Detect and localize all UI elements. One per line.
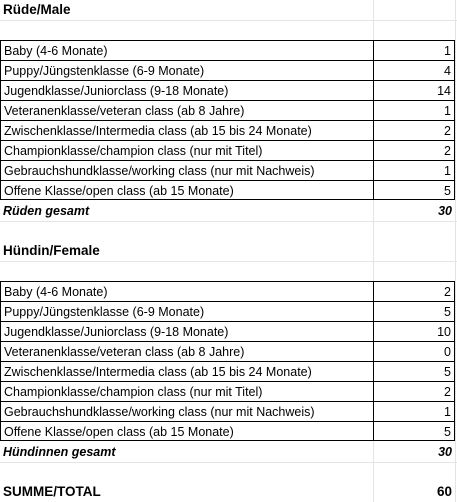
class-label[interactable]: Offene Klasse/open class (ab 15 Monate) bbox=[0, 421, 373, 441]
female-section-header[interactable] bbox=[0, 241, 457, 261]
class-label[interactable]: Offene Klasse/open class (ab 15 Monate) bbox=[0, 180, 373, 200]
table-row[interactable] bbox=[0, 301, 457, 321]
table-row[interactable] bbox=[0, 321, 457, 341]
row-gridline bbox=[0, 261, 457, 262]
male-title[interactable]: Rüde/Male bbox=[3, 2, 71, 17]
table-row[interactable] bbox=[0, 80, 457, 100]
table-row[interactable] bbox=[0, 160, 457, 180]
table-row[interactable] bbox=[0, 100, 457, 120]
class-label[interactable]: Zwischenklasse/Intermedia class (ab 15 bis 24 Monate) bbox=[0, 361, 373, 381]
table-row[interactable] bbox=[0, 401, 457, 421]
count-value[interactable]: 1 bbox=[373, 40, 455, 60]
count-value[interactable]: 5 bbox=[373, 301, 455, 321]
female-title[interactable]: Hündin/Female bbox=[3, 243, 100, 258]
table-row[interactable] bbox=[0, 381, 457, 401]
class-label[interactable]: Baby (4-6 Monate) bbox=[0, 40, 373, 60]
class-label[interactable]: Championklasse/champion class (nur mit Titel) bbox=[0, 381, 373, 401]
row-gridline bbox=[0, 462, 457, 463]
count-value[interactable]: 2 bbox=[373, 120, 455, 140]
table-row[interactable] bbox=[0, 421, 457, 441]
class-label[interactable]: Puppy/Jüngstenklasse (6-9 Monate) bbox=[0, 301, 373, 321]
class-label[interactable]: Jugendklasse/Juniorclass (9-18 Monate) bbox=[0, 80, 373, 100]
grand-total-label[interactable]: SUMME/TOTAL bbox=[3, 484, 101, 499]
count-value[interactable]: 14 bbox=[373, 80, 455, 100]
table-row[interactable] bbox=[0, 140, 457, 160]
class-label[interactable]: Veteranenklasse/veteran class (ab 8 Jahre) bbox=[0, 341, 373, 361]
class-label[interactable]: Jugendklasse/Juniorclass (9-18 Monate) bbox=[0, 321, 373, 341]
grand-total-value[interactable]: 60 bbox=[436, 484, 452, 499]
class-label[interactable]: Zwischenklasse/Intermedia class (ab 15 bis 24 Monate) bbox=[0, 120, 373, 140]
count-value[interactable]: 2 bbox=[373, 140, 455, 160]
class-label[interactable]: Gebrauchshundklasse/working class (nur mit Nachweis) bbox=[0, 160, 373, 180]
class-label[interactable]: Gebrauchshundklasse/working class (nur mit Nachweis) bbox=[0, 401, 373, 421]
class-label[interactable]: Baby (4-6 Monate) bbox=[0, 281, 373, 301]
table-row[interactable] bbox=[0, 40, 457, 60]
table-row[interactable] bbox=[0, 341, 457, 361]
total-value[interactable]: 30 bbox=[438, 204, 452, 218]
count-value[interactable]: 4 bbox=[373, 60, 455, 80]
row-gridline bbox=[0, 20, 457, 21]
row-gridline bbox=[0, 221, 457, 222]
total-label[interactable]: Rüden gesamt bbox=[3, 204, 90, 218]
class-label[interactable]: Puppy/Jüngstenklasse (6-9 Monate) bbox=[0, 60, 373, 80]
count-value[interactable]: 2 bbox=[373, 381, 455, 401]
total-label[interactable]: Hündinnen gesamt bbox=[3, 445, 116, 459]
count-value[interactable]: 5 bbox=[373, 180, 455, 200]
table-row[interactable] bbox=[0, 120, 457, 140]
male-section-header[interactable] bbox=[0, 0, 457, 20]
table-row[interactable] bbox=[0, 60, 457, 80]
count-value[interactable]: 5 bbox=[373, 421, 455, 441]
count-value[interactable]: 1 bbox=[373, 160, 455, 180]
class-label[interactable]: Championklasse/champion class (nur mit Titel) bbox=[0, 140, 373, 160]
class-label[interactable]: Veteranenklasse/veteran class (ab 8 Jahre) bbox=[0, 100, 373, 120]
empty-cell[interactable] bbox=[373, 0, 455, 20]
table-row[interactable] bbox=[0, 361, 457, 381]
grand-total-row[interactable] bbox=[0, 482, 457, 502]
table-row[interactable] bbox=[0, 180, 457, 200]
count-value[interactable]: 10 bbox=[373, 321, 455, 341]
count-value[interactable]: 0 bbox=[373, 341, 455, 361]
male-total-row[interactable] bbox=[0, 201, 457, 221]
count-value[interactable]: 2 bbox=[373, 281, 455, 301]
female-total-row[interactable] bbox=[0, 442, 457, 462]
empty-cell[interactable] bbox=[373, 241, 455, 261]
total-value[interactable]: 30 bbox=[438, 445, 452, 459]
count-value[interactable]: 5 bbox=[373, 361, 455, 381]
table-row[interactable] bbox=[0, 281, 457, 301]
count-value[interactable]: 1 bbox=[373, 100, 455, 120]
count-value[interactable]: 1 bbox=[373, 401, 455, 421]
